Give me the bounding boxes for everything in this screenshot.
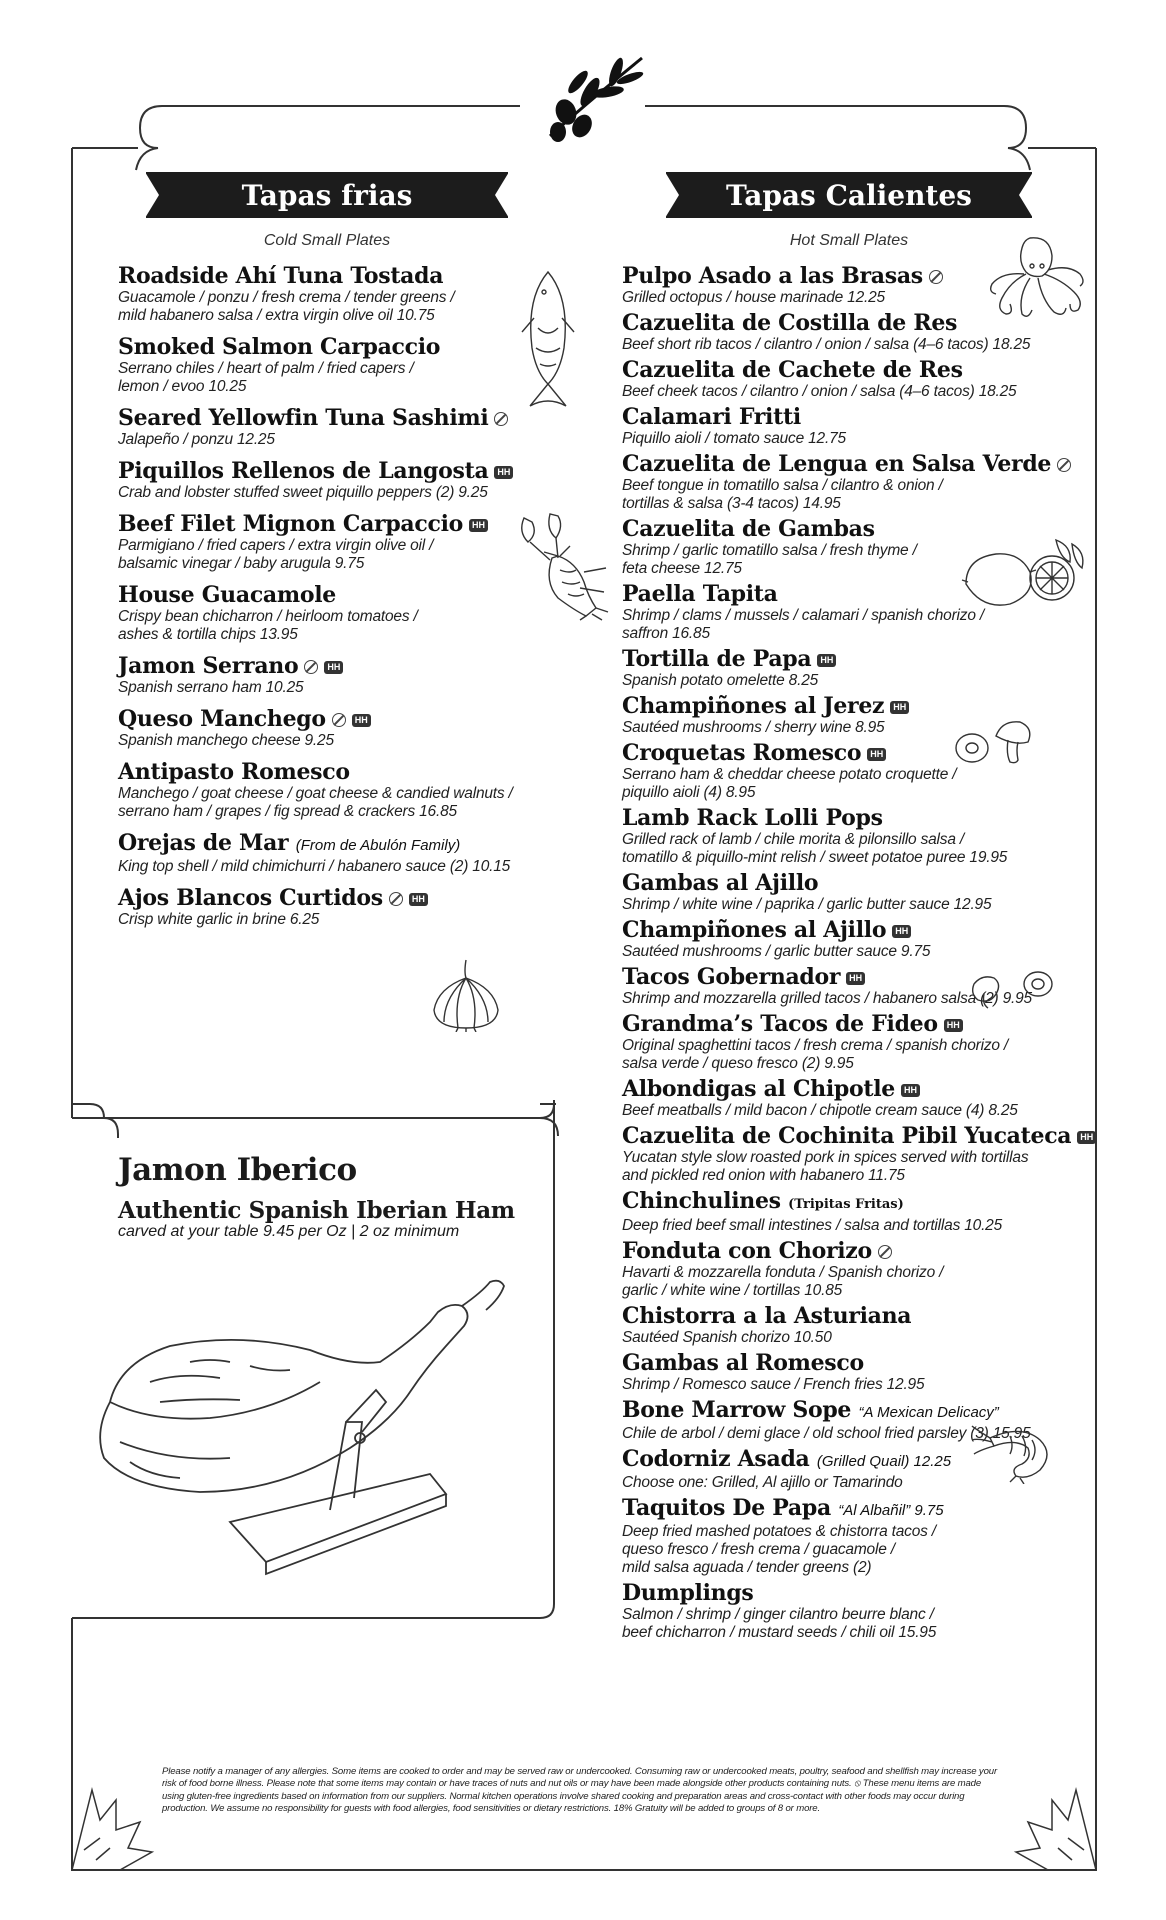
menu-item-name [118, 583, 558, 608]
menu-item-name [118, 707, 558, 732]
menu-item-description: Sautéed mushrooms / garlic butter sauce 9.75 [622, 943, 931, 960]
menu-item-description: Crisp white garlic in brine 6.25 [118, 911, 320, 928]
menu-item [622, 1012, 1092, 1073]
happy-hour-badge: HH [892, 925, 911, 938]
menu-item-name [118, 831, 558, 858]
happy-hour-badge: HH [817, 654, 836, 667]
menu-item-note: (From de Abulón Family) [295, 837, 461, 854]
menu-item-title: Grandma’s Tacos de Fideo [622, 1011, 938, 1037]
menu-item-title: Chinchulines [622, 1188, 781, 1214]
menu-item-title: Cazuelita de Gambas [622, 516, 875, 542]
menu-item-description: Deep fried beef small intestines / salsa and tortillas 10.25 [622, 1217, 1003, 1234]
menu-item-name [118, 654, 558, 679]
menu-item-name [622, 405, 1092, 430]
menu-item-title: Chistorra a la Asturiana [622, 1303, 912, 1329]
menu-item-title: Beef Filet Mignon Carpaccio [118, 511, 463, 537]
menu-item-description: Shrimp / clams / mussels / calamari / spanish chorizo / saffron 16.85 [622, 607, 984, 642]
gluten-free-icon [494, 412, 508, 426]
cold-menu-list [118, 264, 558, 939]
menu-item-title: Champiñones al Jerez [622, 693, 885, 719]
menu-item-description: Beef tongue in tomatillo salsa / cilantro & onion / tortillas & salsa (3-4 tacos) 14.95 [622, 477, 943, 512]
menu-item-description: Beef short rib tacos / cilantro / onion / salsa (4–6 tacos) 18.25 [622, 336, 1031, 353]
menu-item-description: Chile de arbol / demi glace / old school fried parsley (3) 15.95 [622, 1425, 1031, 1442]
happy-hour-badge: HH [494, 466, 513, 479]
menu-item-description: Yucatan style slow roasted pork in spices served with tortillas and pickled red onion with habanero 11.75 [622, 1149, 1029, 1184]
menu-item-name [118, 406, 558, 431]
menu-item [622, 871, 1092, 914]
menu-item-title: Ajos Blancos Curtidos [118, 885, 383, 911]
happy-hour-badge: HH [901, 1084, 920, 1097]
menu-item-title: Jamon Serrano [118, 653, 299, 679]
menu-item-title: Gambas al Romesco [622, 1350, 864, 1376]
happy-hour-badge: HH [1077, 1131, 1096, 1144]
menu-item-title: Champiñones al Ajillo [622, 917, 887, 943]
hot-section-banner [666, 172, 1032, 218]
menu-item [118, 406, 558, 449]
lemon-icon [960, 536, 1088, 610]
jamon-leg-icon [90, 1262, 550, 1602]
menu-item-description: Havarti & mozzarella fonduta / Spanish chorizo / garlic / white wine / tortillas 10.85 [622, 1264, 944, 1299]
menu-item [622, 1581, 1092, 1642]
menu-item-description: Deep fried mashed potatoes & chistorra tacos / queso fresco / fresh crema / guacamole / mild salsa aguada / tender greens (2) [622, 1523, 936, 1576]
menu-item [118, 707, 558, 750]
menu-item-description: Salmon / shrimp / ginger cilantro beurre blanc / beef chicharron / mustard seeds / chili oil 15.95 [622, 1606, 937, 1641]
menu-item [118, 264, 558, 325]
menu-item-name [118, 264, 558, 289]
menu-item-description: Serrano chiles / heart of palm / fried capers / lemon / evoo 10.25 [118, 360, 414, 395]
tuna-fish-icon [518, 268, 578, 410]
menu-item-name [622, 806, 1092, 831]
gluten-free-icon [332, 713, 346, 727]
menu-item-title: Cazuelita de Cochinita Pibil Yucateca [622, 1123, 1072, 1149]
menu-item-description: Spanish serrano ham 10.25 [118, 679, 304, 696]
lobster-icon [514, 512, 616, 622]
menu-item [622, 1239, 1092, 1300]
octopus-icon [988, 234, 1088, 322]
menu-item-title: Piquillos Rellenos de Langosta [118, 458, 489, 484]
happy-hour-badge: HH [890, 701, 909, 714]
menu-item-description: Spanish potato omelette 8.25 [622, 672, 819, 689]
menu-item [622, 1351, 1092, 1394]
jamon-subtitle: Authentic Spanish Iberian Ham [118, 1197, 515, 1224]
menu-item-title: Taquitos De Papa [622, 1495, 831, 1521]
menu-item-description: Original spaghettini tacos / fresh crema / spanish chorizo / salsa verde / queso fresco (2) 9.95 [622, 1037, 1009, 1072]
menu-item-description: Grilled octopus / house marinade 12.25 [622, 289, 885, 306]
allergy-disclaimer: Please notify a manager of any allergies. Some items are cooked to order and may be served raw or undercooked. Consuming raw or undercooked meats, poultry, seafood and shellfish may increase your risk of food borne illness. Please note that some items may contain or have traces of nuts and nut oils or may have been made alongside other products containing nuts. ⦸ These menu items are made using gluten-free ingredients based on information from our suppliers. Normal kitchen operations involve shared cooking and preparation areas and cross-contact with other foods may occur during production. We assume no responsibility for guests with food allergies, food sensitivities or dietary restrictions. 18% Gratuity will be added to groups of 8 or more. [162, 1766, 997, 1814]
menu-item-title: Queso Manchego [118, 706, 326, 732]
menu-item-name [118, 886, 558, 911]
cold-section-subtitle: Cold Small Plates [263, 232, 391, 249]
menu-item-name [622, 1351, 1092, 1376]
menu-item-name [118, 459, 558, 484]
menu-item-title: Lamb Rack Lolli Pops [622, 805, 883, 831]
menu-item-name [622, 871, 1092, 896]
jamon-description: carved at your table 9.45 per Oz | 2 oz minimum [118, 1223, 460, 1240]
menu-item-description: Shrimp / Romesco sauce / French fries 12.95 [622, 1376, 925, 1393]
menu-item-description: Shrimp and mozzarella grilled tacos / habanero salsa (2) 9.95 [622, 990, 1032, 1007]
menu-item-name [622, 647, 1092, 672]
menu-item-name [622, 1581, 1092, 1606]
menu-item [622, 1189, 1092, 1235]
menu-item-description: Shrimp / garlic tomatillo salsa / fresh thyme / feta cheese 12.75 [622, 542, 917, 577]
menu-item-name [622, 1012, 1092, 1037]
happy-hour-badge: HH [846, 972, 865, 985]
menu-item-description: Sautéed mushrooms / sherry wine 8.95 [622, 719, 885, 736]
menu-item-title: Cazuelita de Lengua en Salsa Verde [622, 451, 1052, 477]
menu-item-title: Smoked Salmon Carpaccio [118, 334, 441, 360]
menu-item-title: Calamari Fritti [622, 404, 801, 430]
menu-item-description: Choose one: Grilled, Al ajillo or Tamarindo [622, 1474, 903, 1491]
menu-item [622, 1077, 1092, 1120]
menu-item-title: Cazuelita de Cachete de Res [622, 357, 963, 383]
menu-item-description: Piquillo aioli / tomato sauce 12.75 [622, 430, 846, 447]
menu-item [622, 918, 1092, 961]
menu-item-description: Grilled rack of lamb / chile morita & pilonsillo salsa / tomatillo & piquillo-mint relish / sweet potatoe puree 19.95 [622, 831, 1008, 866]
happy-hour-badge: HH [409, 893, 428, 906]
happy-hour-badge: HH [867, 748, 886, 761]
menu-item-description: Parmigiano / fried capers / extra virgin olive oil / balsamic vinegar / baby arugula 9.75 [118, 537, 434, 572]
hot-section-title: Tapas Calientes [726, 178, 972, 212]
menu-item-title: Orejas de Mar [118, 830, 289, 856]
menu-item-description: Crispy bean chicharron / heirloom tomatoes / ashes & tortilla chips 13.95 [118, 608, 418, 643]
menu-item [622, 1124, 1092, 1185]
menu-item-description: Spanish manchego cheese 9.25 [118, 732, 334, 749]
cold-section-title: Tapas frias [241, 178, 413, 212]
menu-item-title: Tortilla de Papa [622, 646, 812, 672]
menu-item-name [622, 358, 1092, 383]
menu-item-description: Crab and lobster stuffed sweet piquillo peppers (2) 9.25 [118, 484, 488, 501]
menu-item-title: Fonduta con Chorizo [622, 1238, 872, 1264]
menu-item-name [622, 1189, 1092, 1217]
menu-item [118, 512, 558, 573]
menu-item-note: “Al Albañil” 9.75 [838, 1502, 944, 1519]
happy-hour-badge: HH [944, 1019, 963, 1032]
olive-branch-icon [538, 52, 650, 144]
menu-item [118, 583, 558, 644]
menu-item-name [622, 918, 1092, 943]
gluten-free-icon [929, 270, 943, 284]
menu-item-note: (Grilled Quail) 12.25 [816, 1453, 952, 1470]
jamon-title: Jamon Iberico [118, 1152, 357, 1188]
corner-ornament-right [1016, 1790, 1096, 1870]
menu-item-title: Gambas al Ajillo [622, 870, 819, 896]
menu-item [118, 886, 558, 929]
menu-item-name [622, 1398, 1092, 1425]
menu-item-description: Shrimp / white wine / paprika / garlic butter sauce 12.95 [622, 896, 992, 913]
menu-item-description: Sautéed Spanish chorizo 10.50 [622, 1329, 832, 1346]
menu-item-name [622, 1304, 1092, 1329]
menu-item-title: Paella Tapita [622, 581, 778, 607]
menu-item-note: “A Mexican Delicacy” [858, 1404, 999, 1421]
menu-item-title: Albondigas al Chipotle [622, 1076, 896, 1102]
menu-item-description: Jalapeño / ponzu 12.25 [118, 431, 275, 448]
happy-hour-badge: HH [352, 714, 371, 727]
menu-item-description: King top shell / mild chimichurri / habanero sauce (2) 10.15 [118, 858, 511, 875]
shrimp-icon [970, 1424, 1054, 1484]
menu-item-description: Beef meatballs / mild bacon / chipotle cream sauce (4) 8.25 [622, 1102, 1018, 1119]
menu-item [118, 459, 558, 502]
menu-item [118, 760, 558, 821]
menu-item [118, 335, 558, 396]
menu-item-name [622, 1496, 1092, 1523]
happy-hour-badge: HH [324, 661, 343, 674]
corner-ornament-left [72, 1790, 152, 1870]
menu-item-title: Roadside Ahí Tuna Tostada [118, 263, 444, 289]
cold-section-banner [146, 172, 508, 218]
menu-item [622, 358, 1092, 401]
menu-item-title: Tacos Gobernador [622, 964, 841, 990]
menu-item-note: (Tripitas Fritas) [788, 1197, 904, 1212]
menu-item-title: Cazuelita de Costilla de Res [622, 310, 958, 336]
gluten-free-icon [389, 892, 403, 906]
garlic-icon [428, 958, 504, 1032]
menu-item [622, 647, 1092, 690]
menu-item-title: Antipasto Romesco [118, 759, 350, 785]
menu-item-description: Serrano ham & cheddar cheese potato croquette / piquillo aioli (4) 8.95 [622, 766, 957, 801]
mushroom-icon-2 [968, 970, 1056, 1010]
menu-item [118, 831, 558, 876]
menu-item [118, 654, 558, 697]
menu-item-name [622, 1077, 1092, 1102]
mushroom-icon [952, 716, 1036, 772]
menu-item-title: House Guacamole [118, 582, 336, 608]
hot-section-subtitle: Hot Small Plates [789, 232, 909, 249]
menu-item-title: Dumplings [622, 1580, 754, 1606]
menu-item-description: Guacamole / ponzu / fresh crema / tender greens / mild habanero salsa / extra virgin olive oil 10.75 [118, 289, 455, 324]
menu-item-description: Manchego / goat cheese / goat cheese & candied walnuts / serrano ham / grapes / fig spread & crackers 16.85 [118, 785, 513, 820]
menu-item-name [118, 512, 558, 537]
menu-item-title: Codorniz Asada [622, 1446, 810, 1472]
menu-item-description: Beef cheek tacos / cilantro / onion / salsa (4–6 tacos) 18.25 [622, 383, 1017, 400]
menu-item [622, 1304, 1092, 1347]
menu-item-title: Seared Yellowfin Tuna Sashimi [118, 405, 489, 431]
gluten-free-icon [304, 660, 318, 674]
menu-item-name [118, 335, 558, 360]
menu-item-name [118, 760, 558, 785]
menu-item [622, 1496, 1092, 1577]
gluten-free-icon [878, 1245, 892, 1259]
menu-item-title: Croquetas Romesco [622, 740, 862, 766]
menu-item-title: Pulpo Asado a las Brasas [622, 263, 923, 289]
gluten-free-icon [1057, 458, 1071, 472]
menu-item [622, 806, 1092, 867]
menu-item-name [622, 452, 1092, 477]
menu-item-name [622, 1124, 1092, 1149]
menu-item [622, 452, 1092, 513]
menu-item-name [622, 1239, 1092, 1264]
menu-item-title: Bone Marrow Sope [622, 1397, 852, 1423]
menu-item [622, 405, 1092, 448]
happy-hour-badge: HH [469, 519, 488, 532]
